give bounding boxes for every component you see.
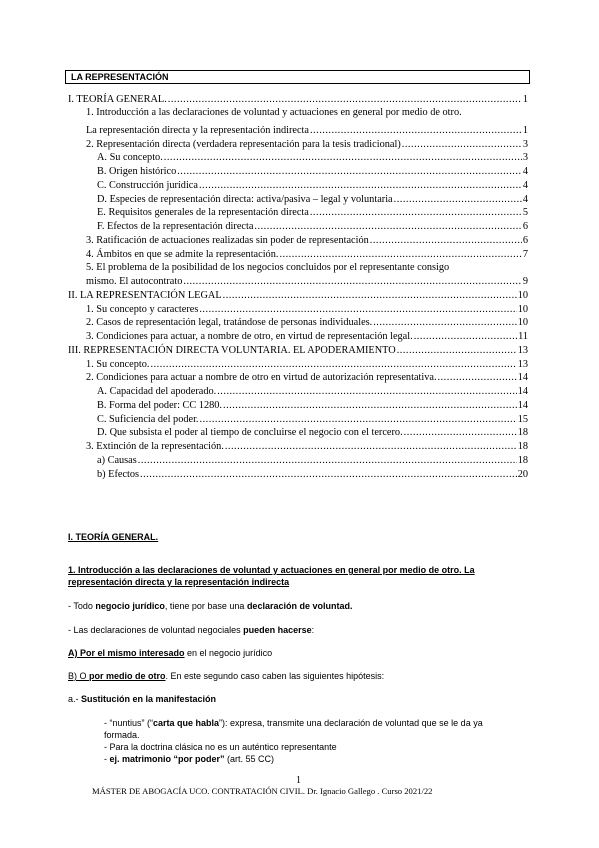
option-a: A) Por el mismo interesado en el negocio jurídico bbox=[68, 648, 273, 658]
toc-entry[interactable]: 2. Casos de representación legal, tratándose de personas individuales. ..... 10 bbox=[86, 317, 528, 329]
toc-entry[interactable]: I. TEORÍA GENERAL. ..... 1 bbox=[68, 94, 528, 106]
toc-entry[interactable]: La representación directa y la representación indirecta ..... 1 bbox=[86, 125, 528, 137]
toc-entry[interactable]: 3. Ratificación de actuaciones realizadas sin poder de representación ..... 6 bbox=[86, 235, 528, 247]
toc-entry[interactable]: 3. Condiciones para actuar, a nombre de otro, en virtud de representación legal. ..... 11 bbox=[86, 331, 528, 343]
toc-entry[interactable]: D. Especies de representación directa: activa/pasiva – legal y voluntaria ..... 4 bbox=[97, 194, 528, 206]
toc-entry[interactable]: A. Capacidad del apoderado. ..... 14 bbox=[97, 386, 528, 398]
page-number: 1 bbox=[296, 775, 301, 786]
toc-entry[interactable]: F. Efectos de la representación directa ..... 6 bbox=[97, 221, 528, 233]
section-heading: I. TEORÍA GENERAL. bbox=[68, 532, 159, 542]
toc-entry[interactable]: 1. Su concepto y caracteres ..... 10 bbox=[86, 304, 528, 316]
paragraph-declaraciones: - Las declaraciones de voluntad negociales pueden hacerse: bbox=[68, 625, 315, 635]
subsection-heading-line-1: 1. Introducción a las declaraciones de voluntad y actuaciones en general por medio de otro. La bbox=[68, 565, 475, 575]
toc-entry[interactable]: 2. Representación directa (verdadera representación para la tesis tradicional) ..... 3 bbox=[86, 139, 528, 151]
toc-entry[interactable]: 4. Ámbitos en que se admite la representación. ..... 7 bbox=[86, 249, 528, 261]
toc-entry[interactable]: D. Que subsista el poder al tiempo de concluirse el negocio con el tercero. ..... 18 bbox=[97, 427, 528, 439]
hypothesis-a-heading: a.- Sustitución en la manifestación bbox=[68, 694, 217, 704]
bullet-doctrina: - Para la doctrina clásica no es un auténtico representante bbox=[104, 742, 337, 752]
toc-entry[interactable]: 3. Extinción de la representación. ..... 18 bbox=[86, 441, 528, 453]
paragraph-negocio-juridico: - Todo negocio jurídico, tiene por base una declaración de voluntad. bbox=[68, 601, 353, 611]
toc-entry[interactable]: 1. Su concepto. ..... 13 bbox=[86, 359, 528, 371]
toc-entry[interactable]: b) Efectos ..... 20 bbox=[97, 469, 528, 481]
toc-entry[interactable]: C. Construcción jurídica ..... 4 bbox=[97, 180, 528, 192]
toc-entry[interactable]: 1. Introducción a las declaraciones de voluntad y actuaciones en general por medio de otro. bbox=[86, 107, 462, 118]
subsection-heading-line-2: representación directa y la representación indirecta bbox=[68, 577, 290, 587]
toc-entry[interactable]: C. Suficiencia del poder. ..... 15 bbox=[97, 414, 528, 426]
bullet-nuntius: - “nuntius” (“carta que habla”): expresa, transmite una declaración de voluntad que se le da ya bbox=[104, 718, 483, 728]
bullet-ejemplo: - ej. matrimonio “por poder” (art. 55 CC) bbox=[104, 754, 275, 764]
toc-entry[interactable]: II. LA REPRESENTACIÓN LEGAL ..... 10 bbox=[68, 290, 528, 302]
toc-entry[interactable]: B. Origen histórico ..... 4 bbox=[97, 166, 528, 178]
toc-entry[interactable]: 5. El problema de la posibilidad de los negocios concluidos por el representante consigo bbox=[86, 262, 450, 273]
toc-entry[interactable]: mismo. El autocontrato ..... 9 bbox=[86, 276, 528, 288]
document-title-box bbox=[65, 70, 530, 84]
toc-entry[interactable]: A. Su concepto. ..... 3 bbox=[97, 152, 528, 164]
toc-entry[interactable]: 2. Condiciones para actuar a nombre de otro en virtud de autorización representativa. ..... 14 bbox=[86, 372, 528, 384]
document-title: LA REPRESENTACIÓN bbox=[71, 72, 169, 82]
footer-text: MÁSTER DE ABOGACÍA UCO. CONTRATACIÓN CIVIL. Dr. Ignacio Gallego . Curso 2021/22 bbox=[92, 786, 433, 796]
toc-entry[interactable]: a) Causas ..... 18 bbox=[97, 455, 528, 467]
toc-entry[interactable]: E. Requisitos generales de la representación directa ..... 5 bbox=[97, 207, 528, 219]
bullet-nuntius-continued: formada. bbox=[104, 730, 140, 740]
toc-entry[interactable]: B. Forma del poder: CC 1280. ..... 14 bbox=[97, 400, 528, 412]
toc-entry[interactable]: III. REPRESENTACIÓN DIRECTA VOLUNTARIA. EL APODERAMIENTO ..... 13 bbox=[68, 345, 528, 357]
option-b: B) O por medio de otro. En este segundo caso caben las siguientes hipótesis: bbox=[68, 671, 385, 681]
